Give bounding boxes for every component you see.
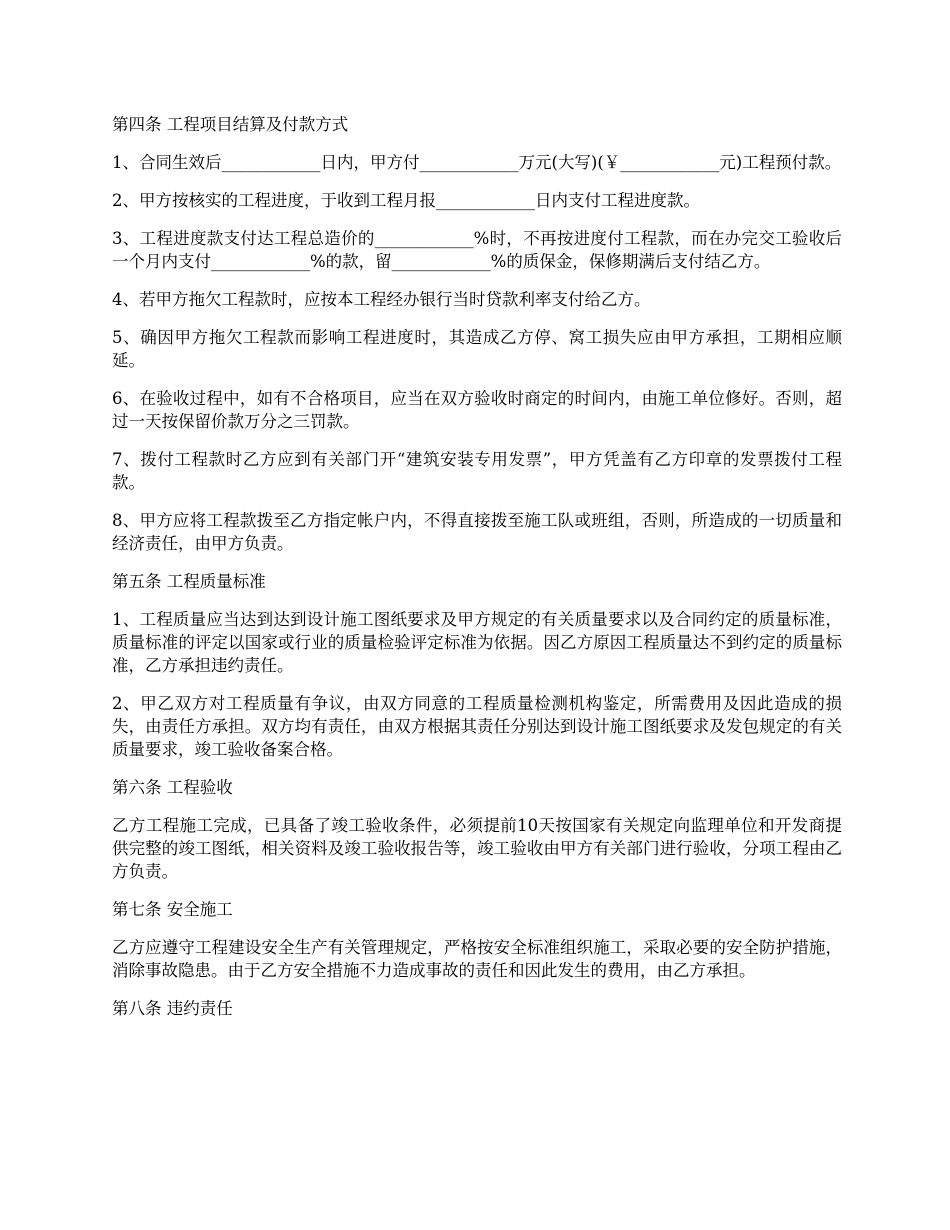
clause-7-body: 乙方应遵守工程建设安全生产有关管理规定，严格按安全标准组织施工，采取必要的安全防护措施，消除事故隐患。由于乙方安全措施不力造成事故的责任和因此发生的费用，由乙方承担。 bbox=[112, 938, 842, 980]
clause-6-body: 乙方工程施工完成，已具备了竣工验收条件，必须提前10天按国家有关规定向监理单位和开发商提供完整的竣工图纸，相关资料及竣工验收报告等，竣工验收由甲方有关部门进行验收，分项工程由乙方负责。 bbox=[112, 816, 842, 881]
clause-4-8: 8、甲方应将工程款拨至乙方指定帐户内，不得直接拨至施工队或班组，否则，所造成的一切质量和经济责任，由甲方负责。 bbox=[112, 511, 842, 553]
section-heading-4: 第四条 工程项目结算及付款方式 bbox=[112, 115, 349, 134]
section-heading-7: 第七条 安全施工 bbox=[112, 900, 233, 919]
clause-4-3: 3、工程进度款支付达工程总造价的____________%时，不再按进度付工程款，而在办完交工验收后一个月内支付____________%的款，留____________%的质保金，保修期满后支付结乙方。 bbox=[112, 229, 842, 271]
clause-4-2: 2、甲方按核实的工程进度，于收到工程月报____________日内支付工程进度款。 bbox=[112, 191, 700, 210]
section-heading-6: 第六条 工程验收 bbox=[112, 778, 233, 797]
clause-4-1: 1、合同生效后____________日内，甲方付____________万元(大写)(￥____________元)工程预付款。 bbox=[112, 153, 842, 172]
clause-5-2: 2、甲乙双方对工程质量有争议，由双方同意的工程质量检测机构鉴定，所需费用及因此造成的损失，由责任方承担。双方均有责任，由双方根据其责任分别达到设计施工图纸要求及发包规定的有关质量要求，竣工验收备案合格。 bbox=[112, 694, 842, 759]
section-heading-8: 第八条 违约责任 bbox=[112, 999, 233, 1018]
document-page bbox=[112, 113, 842, 1035]
clause-4-6: 6、在验收过程中，如有不合格项目，应当在双方验收时商定的时间内，由施工单位修好。否则，超过一天按保留价款万分之三罚款。 bbox=[112, 389, 842, 431]
clause-5-1: 1、工程质量应当达到达到设计施工图纸要求及甲方规定的有关质量要求以及合同约定的质量标准，质量标准的评定以国家或行业的质量检验评定标准为依据。因乙方原因工程质量达不到约定的质量标准，乙方承担违约责任。 bbox=[112, 610, 842, 675]
clause-4-7: 7、拨付工程款时乙方应到有关部门开“建筑安装专用发票”，甲方凭盖有乙方印章的发票拨付工程款。 bbox=[112, 450, 842, 492]
clause-4-5: 5、确因甲方拖欠工程款而影响工程进度时，其造成乙方停、窝工损失应由甲方承担，工期相应顺延。 bbox=[112, 328, 842, 370]
section-heading-5: 第五条 工程质量标准 bbox=[112, 572, 266, 591]
clause-4-4: 4、若甲方拖欠工程款时，应按本工程经办银行当时贷款利率支付给乙方。 bbox=[112, 290, 651, 309]
